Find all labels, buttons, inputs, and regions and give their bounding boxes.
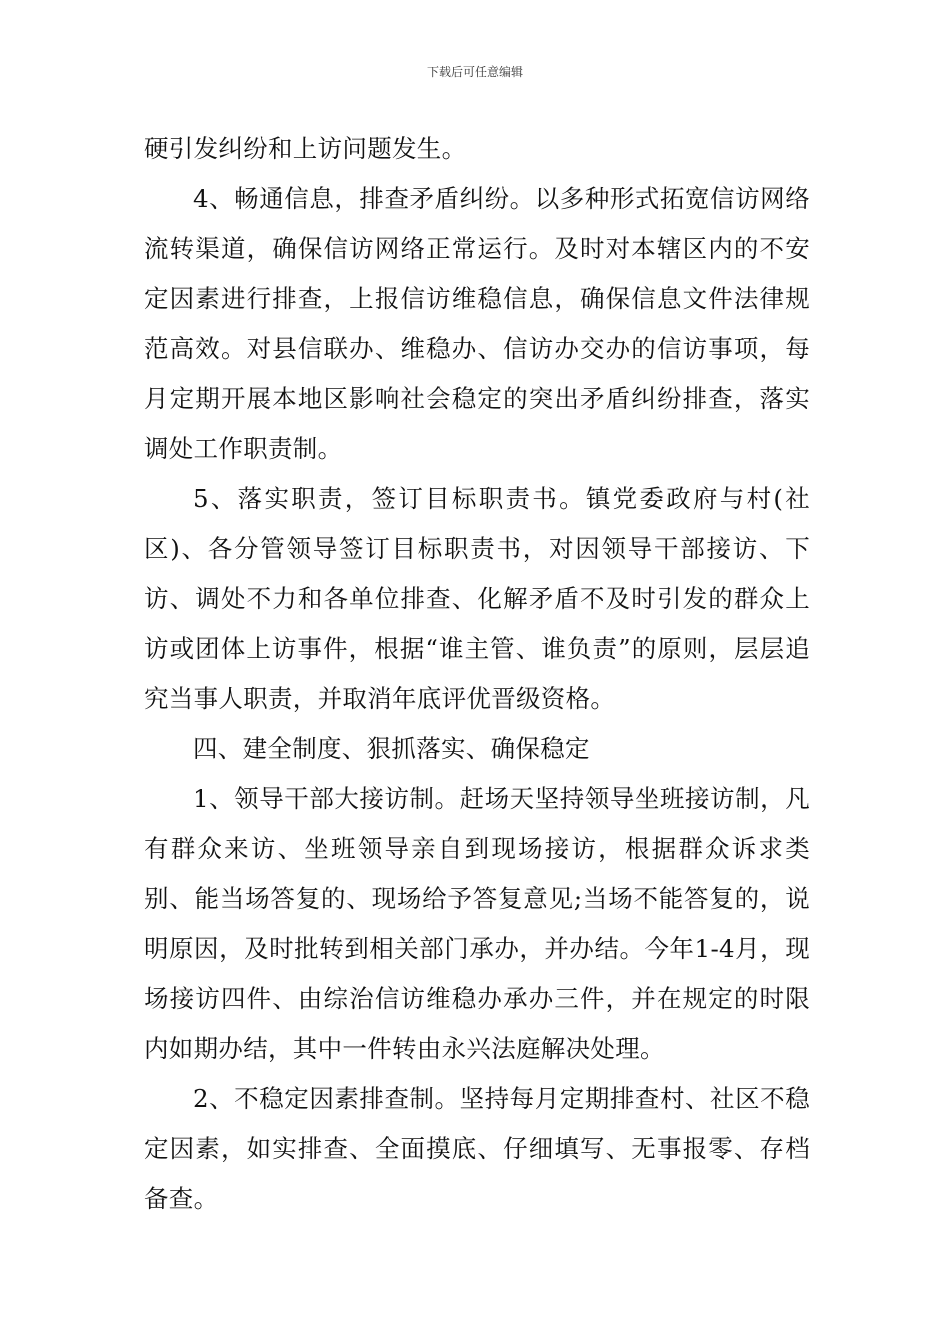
paragraph-continuation: 硬引发纠纷和上访问题发生。 [144, 134, 467, 163]
page-header: 下载后可任意编辑 [426, 65, 523, 79]
document-body [144, 124, 810, 1224]
paragraph-item-4: 4、畅通信息，排查矛盾纠纷。以多种形式拓宽信访网络流转渠道，确保信访网络正常运行。及时对本辖区内的不安定因素进行排查，上报信访维稳信息，确保信息文件法律规范高效。对县信联办、维稳办、信访办交办的信访事项，每月定期开展本地区影响社会稳定的突出矛盾纠纷排查，落实调处工作职责制。 [144, 184, 810, 463]
section-heading-4: 四、建全制度、狠抓落实、确保稳定 [193, 734, 590, 763]
paragraph-item-2: 2、不稳定因素排查制。坚持每月定期排查村、社区不稳定因素，如实排查、全面摸底、仔细填写、无事报零、存档备查。 [144, 1084, 810, 1213]
paragraph-item-1: 1、领导干部大接访制。赶场天坚持领导坐班接访制，凡有群众来访、坐班领导亲自到现场接访，根据群众诉求类别、能当场答复的、现场给予答复意见;当场不能答复的，说明原因，及时批转到相关部门承办，并办结。今年1-4月，现场接访四件、由综治信访维稳办承办三件，并在规定的时限内如期办结，其中一件转由永兴法庭解决处理。 [144, 784, 810, 1063]
paragraph-item-5: 5、落实职责，签订目标职责书。镇党委政府与村(社区)、各分管领导签订目标职责书，对因领导干部接访、下访、调处不力和各单位排查、化解矛盾不及时引发的群众上访或团体上访事件，根据“谁主管、谁负责”的原则，层层追究当事人职责，并取消年底评优晋级资格。 [144, 484, 810, 713]
